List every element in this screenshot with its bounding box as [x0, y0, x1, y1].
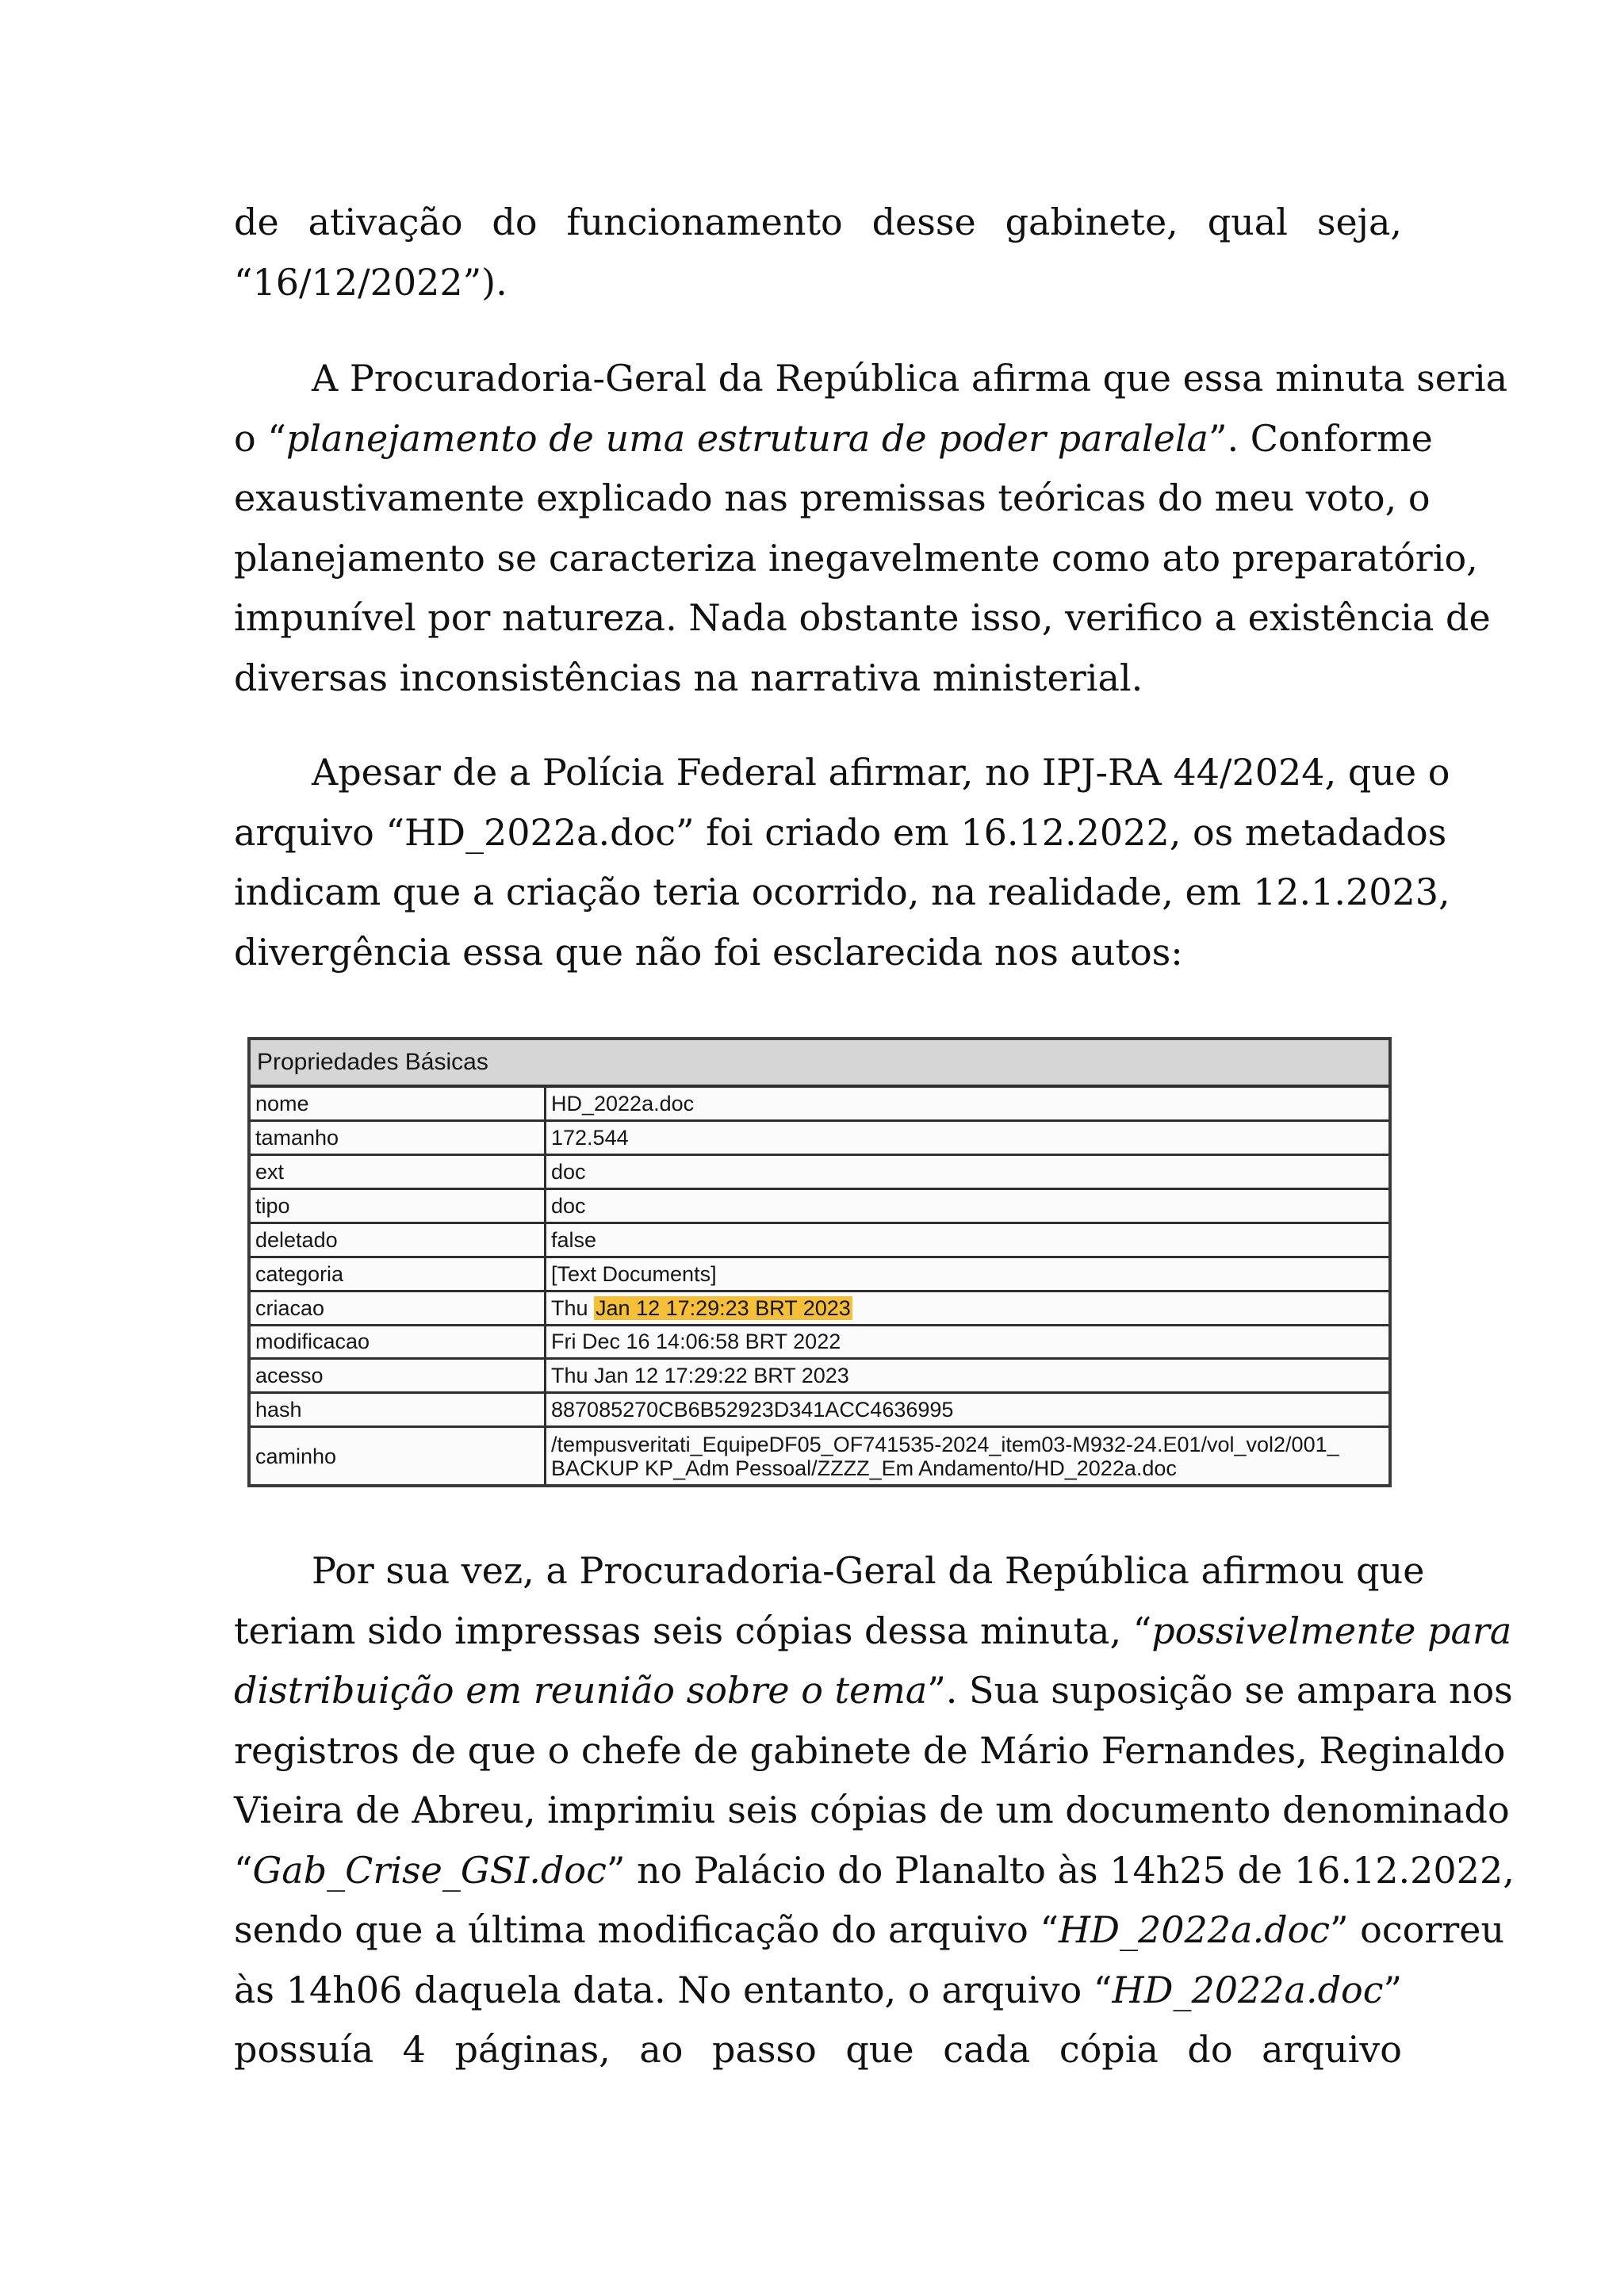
paragraph-4	[234, 1541, 1515, 2080]
paragraph-line: impunível por natureza. Nada obstante isso, verifico a existência de	[234, 596, 1491, 639]
text-segment: ” no Palácio do Planalto às 14h25 de 16.12.2022,	[606, 1848, 1515, 1892]
paragraph-line	[234, 409, 1433, 469]
paragraph-line: indicam que a criação teria ocorrido, na realidade, em 12.1.2023,	[234, 871, 1450, 913]
path-line: /tempusveritati_EquipeDF05_OF741535-2024_item03-M932-24.E01/vol_vol2/001_	[551, 1432, 1339, 1456]
paragraph-line	[234, 1661, 1513, 1721]
paragraph-line: possuía 4 páginas, ao passo que cada cópia do arquivo	[234, 2028, 1402, 2071]
property-key: deletado	[251, 1223, 546, 1257]
property-value: 887085270CB6B52923D341ACC4636995	[546, 1393, 1389, 1427]
text-segment: teriam sido impressas seis cópias dessa minuta, “	[234, 1609, 1152, 1652]
table-row	[251, 1223, 1388, 1257]
table-row	[251, 1393, 1388, 1427]
paragraph-line: registros de que o chefe de gabinete de Mário Fernandes, Reginaldo	[234, 1728, 1506, 1772]
text-segment: ”. Conforme	[1208, 416, 1433, 460]
paragraph-line	[234, 1601, 1512, 1662]
property-value: Thu Jan 12 17:29:22 BRT 2023	[546, 1359, 1389, 1393]
property-value	[546, 1291, 1389, 1325]
table-row	[251, 1257, 1388, 1291]
paragraph-line: Apesar de a Polícia Federal afirmar, no IPJ-RA 44/2024, que o	[312, 751, 1450, 794]
table-row	[251, 1120, 1388, 1154]
property-key: acesso	[251, 1359, 546, 1393]
paragraph-line: planejamento se caracteriza inegavelmente como ato preparatório,	[234, 536, 1478, 580]
table-row	[251, 1359, 1388, 1393]
property-value: [Text Documents]	[546, 1257, 1389, 1291]
property-key: ext	[251, 1154, 546, 1188]
paragraph-line: Por sua vez, a Procuradoria-Geral da República afirmou que	[312, 1549, 1425, 1592]
paragraph-line: diversas inconsistências na narrativa ministerial.	[234, 656, 1143, 699]
property-key: criacao	[251, 1291, 546, 1325]
property-value: doc	[546, 1154, 1389, 1188]
file-properties-table	[247, 1037, 1392, 1487]
table-row	[251, 1086, 1388, 1120]
paragraph-line: “16/12/2022”).	[234, 260, 508, 304]
paragraph-line	[234, 1900, 1505, 1961]
property-key: tamanho	[251, 1120, 546, 1154]
highlighted-date: Jan 12 17:29:23 BRT 2023	[596, 1295, 851, 1320]
property-value: doc	[546, 1188, 1389, 1223]
paragraph-line	[234, 1841, 1515, 1901]
property-value: 172.544	[546, 1120, 1389, 1154]
text-segment: sendo que a última modificação do arquivo “	[234, 1908, 1059, 1951]
text-segment: às 14h06 daquela data. No entanto, o arquivo “	[234, 1968, 1113, 2011]
quoted-italic-text: HD_2022a.doc	[1059, 1908, 1331, 1951]
quoted-italic-text: HD_2022a.doc	[1112, 1968, 1384, 2011]
value-prefix: Thu	[551, 1295, 595, 1320]
text-segment: o “	[234, 416, 286, 460]
paragraph-1	[234, 193, 1402, 312]
paragraph-line: arquivo “HD_2022a.doc” foi criado em 16.12.2022, os metadados	[234, 810, 1447, 854]
table-row	[251, 1291, 1388, 1325]
property-key: hash	[251, 1393, 546, 1427]
paragraph-line: divergência essa que não foi esclarecida nos autos:	[234, 930, 1183, 974]
properties-table	[251, 1040, 1388, 1484]
table-row	[251, 1427, 1388, 1484]
table-row	[251, 1325, 1388, 1359]
property-value: false	[546, 1223, 1389, 1257]
text-segment: ”. Sua suposição se ampara nos	[927, 1669, 1513, 1712]
property-key: caminho	[251, 1427, 546, 1484]
paragraph-line: exaustivamente explicado nas premissas teóricas do meu voto, o	[234, 476, 1431, 519]
quoted-italic-text: Gab_Crise_GSI.doc	[252, 1848, 607, 1892]
text-segment: ”	[1383, 1968, 1402, 2011]
property-key: nome	[251, 1086, 546, 1120]
property-key: modificacao	[251, 1325, 546, 1359]
paragraph-3	[234, 743, 1450, 982]
paragraph-line	[234, 1961, 1402, 2021]
paragraph-2	[234, 349, 1508, 708]
property-value: HD_2022a.doc	[546, 1086, 1389, 1120]
table-row	[251, 1154, 1388, 1188]
property-value: Fri Dec 16 14:06:58 BRT 2022	[546, 1325, 1389, 1359]
text-segment: ” ocorreu	[1330, 1908, 1505, 1951]
paragraph-line: A Procuradoria-Geral da República afirma que essa minuta seria	[312, 357, 1508, 400]
paragraph-line: de ativação do funcionamento desse gabinete, qual seja,	[234, 201, 1402, 243]
table-row	[251, 1188, 1388, 1223]
text-segment: “	[234, 1848, 253, 1892]
quoted-italic-text: planejamento de uma estrutura de poder paralela	[285, 416, 1208, 460]
paragraph-line: Vieira de Abreu, imprimiu seis cópias de um documento denominado	[234, 1789, 1510, 1831]
quoted-italic-text: possivelmente para	[1151, 1609, 1512, 1652]
path-line: BACKUP KP_Adm Pessoal/ZZZZ_Em Andamento/HD_2022a.doc	[551, 1456, 1177, 1480]
quoted-italic-text: distribuição em reunião sobre o tema	[234, 1669, 928, 1712]
property-key: categoria	[251, 1257, 546, 1291]
property-key: tipo	[251, 1188, 546, 1223]
property-value	[546, 1427, 1389, 1484]
table-header: Propriedades Básicas	[251, 1040, 1388, 1086]
